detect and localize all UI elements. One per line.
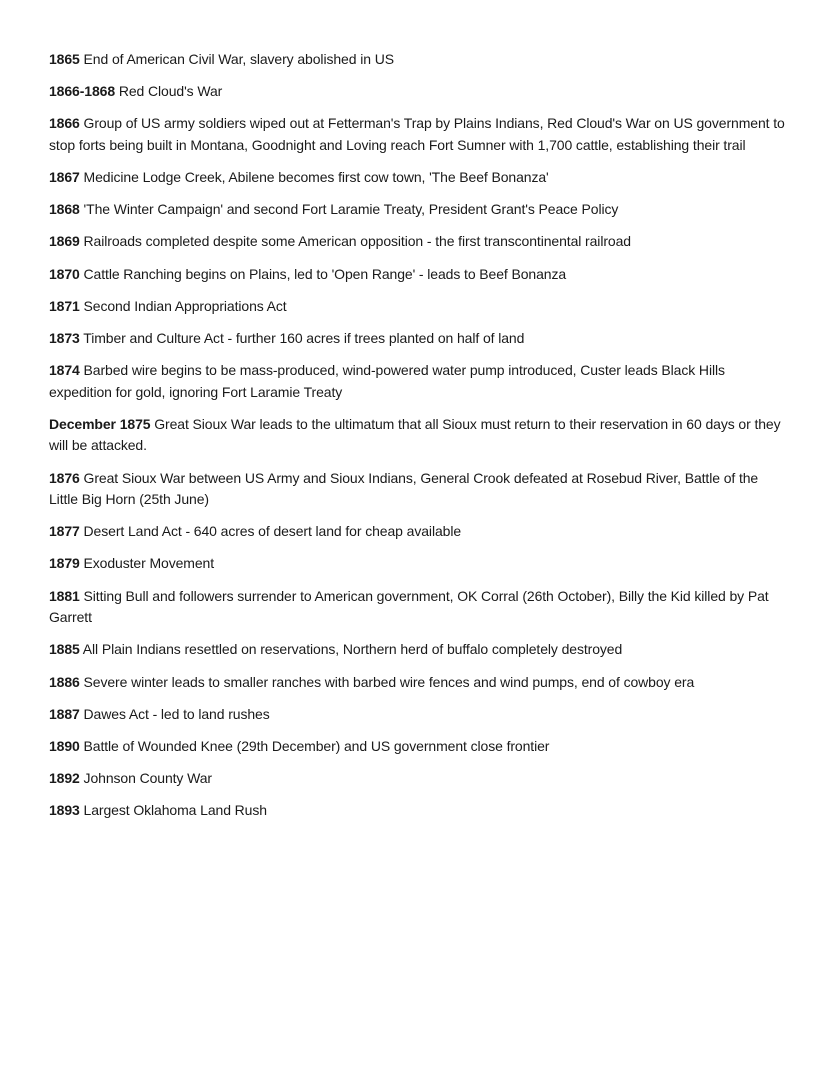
timeline-entry xyxy=(49,49,789,71)
entry-text: Battle of Wounded Knee (29th December) and US government close frontier xyxy=(83,737,550,754)
entry-year: 1870 xyxy=(49,265,80,282)
entry-year: 1874 xyxy=(49,362,80,379)
entry-text: Medicine Lodge Creek, Abilene becomes first cow town, 'The Beef Bonanza' xyxy=(83,169,549,186)
entry-year: 1890 xyxy=(49,737,80,754)
timeline-entry xyxy=(49,231,789,253)
entry-year: 1866 xyxy=(49,115,80,132)
entry-text: Cattle Ranching begins on Plains, led to 'Open Range' - leads to Beef Bonanza xyxy=(83,265,567,282)
timeline-entry xyxy=(49,800,789,822)
timeline-document xyxy=(49,49,789,832)
entry-year: 1873 xyxy=(49,330,80,346)
timeline-entry xyxy=(49,736,789,758)
timeline-entry xyxy=(49,328,789,350)
entry-text: 'The Winter Campaign' and second Fort Laramie Treaty, President Grant's Peace Policy xyxy=(83,201,619,218)
timeline-entry xyxy=(49,360,789,403)
entry-year: 1868 xyxy=(49,201,80,218)
entry-year: 1876 xyxy=(49,469,80,486)
timeline-entry xyxy=(49,199,789,221)
entry-text: End of American Civil War, slavery abolished in US xyxy=(83,51,394,67)
entry-text: All Plain Indians resettled on reservations, Northern herd of buffalo completely destroyed xyxy=(82,641,623,658)
timeline-entry xyxy=(49,414,789,457)
timeline-entry xyxy=(49,639,789,661)
entry-text: Sitting Bull and followers surrender to American government, OK Corral (26th October), Billy the Kid killed by Pat Garrett xyxy=(49,587,769,626)
timeline-entry xyxy=(49,672,789,694)
entry-text: Barbed wire begins to be mass-produced, wind-powered water pump introduced, Custer leads Black Hills expedition for gold, ignoring Fort Laramie Treaty xyxy=(49,362,725,400)
entry-year: 1879 xyxy=(49,555,80,572)
entry-text: Group of US army soldiers wiped out at Fetterman's Trap by Plains Indians, Red Cloud's War on US government to stop forts being built in Montana, Goodnight and Loving reach Fort Sumner with 1,700 cattle, establishing their trail xyxy=(49,115,785,153)
entry-year: 1869 xyxy=(49,233,80,250)
timeline-entry xyxy=(49,586,789,629)
entry-text: Red Cloud's War xyxy=(118,83,223,100)
timeline-entry xyxy=(49,553,789,575)
entry-year: 1867 xyxy=(49,169,80,186)
entry-year: 1865 xyxy=(49,51,80,67)
timeline-entry xyxy=(49,167,789,189)
entry-year: 1871 xyxy=(49,297,80,314)
entry-year: 1887 xyxy=(49,705,80,722)
timeline-entry xyxy=(49,296,789,318)
entry-text: Great Sioux War between US Army and Sioux Indians, General Crook defeated at Rosebud River, Battle of the Little Big Horn (25th June) xyxy=(49,469,759,508)
timeline-entry xyxy=(49,521,789,543)
entry-text: Second Indian Appropriations Act xyxy=(83,297,287,314)
entry-year: December 1875 xyxy=(49,415,151,432)
entry-year: 1885 xyxy=(49,641,80,658)
entry-year: 1866-1868 xyxy=(49,83,116,100)
entry-text: Exoduster Movement xyxy=(83,555,215,572)
entry-text: Desert Land Act - 640 acres of desert land for cheap available xyxy=(83,523,462,540)
timeline-entry xyxy=(49,704,789,726)
entry-text: Great Sioux War leads to the ultimatum that all Sioux must return to their reservation in 60 days or they will be attacked. xyxy=(49,415,781,454)
entry-year: 1881 xyxy=(49,587,80,604)
entry-year: 1877 xyxy=(49,523,80,540)
entry-text: Dawes Act - led to land rushes xyxy=(83,705,270,722)
entry-year: 1886 xyxy=(49,673,80,690)
entry-year: 1892 xyxy=(49,770,80,787)
entry-text: Johnson County War xyxy=(83,770,212,787)
timeline-entry xyxy=(49,468,789,511)
entry-text: Timber and Culture Act - further 160 acres if trees planted on half of land xyxy=(83,330,525,346)
entry-text: Severe winter leads to smaller ranches with barbed wire fences and wind pumps, end of cowboy era xyxy=(83,673,695,690)
timeline-entry xyxy=(49,81,789,103)
timeline-entry xyxy=(49,768,789,790)
timeline-entry xyxy=(49,113,789,156)
entry-year: 1893 xyxy=(49,802,80,819)
timeline-entry xyxy=(49,264,789,286)
entry-text: Largest Oklahoma Land Rush xyxy=(83,802,267,819)
entry-text: Railroads completed despite some American opposition - the first transcontinental railroad xyxy=(83,233,631,250)
